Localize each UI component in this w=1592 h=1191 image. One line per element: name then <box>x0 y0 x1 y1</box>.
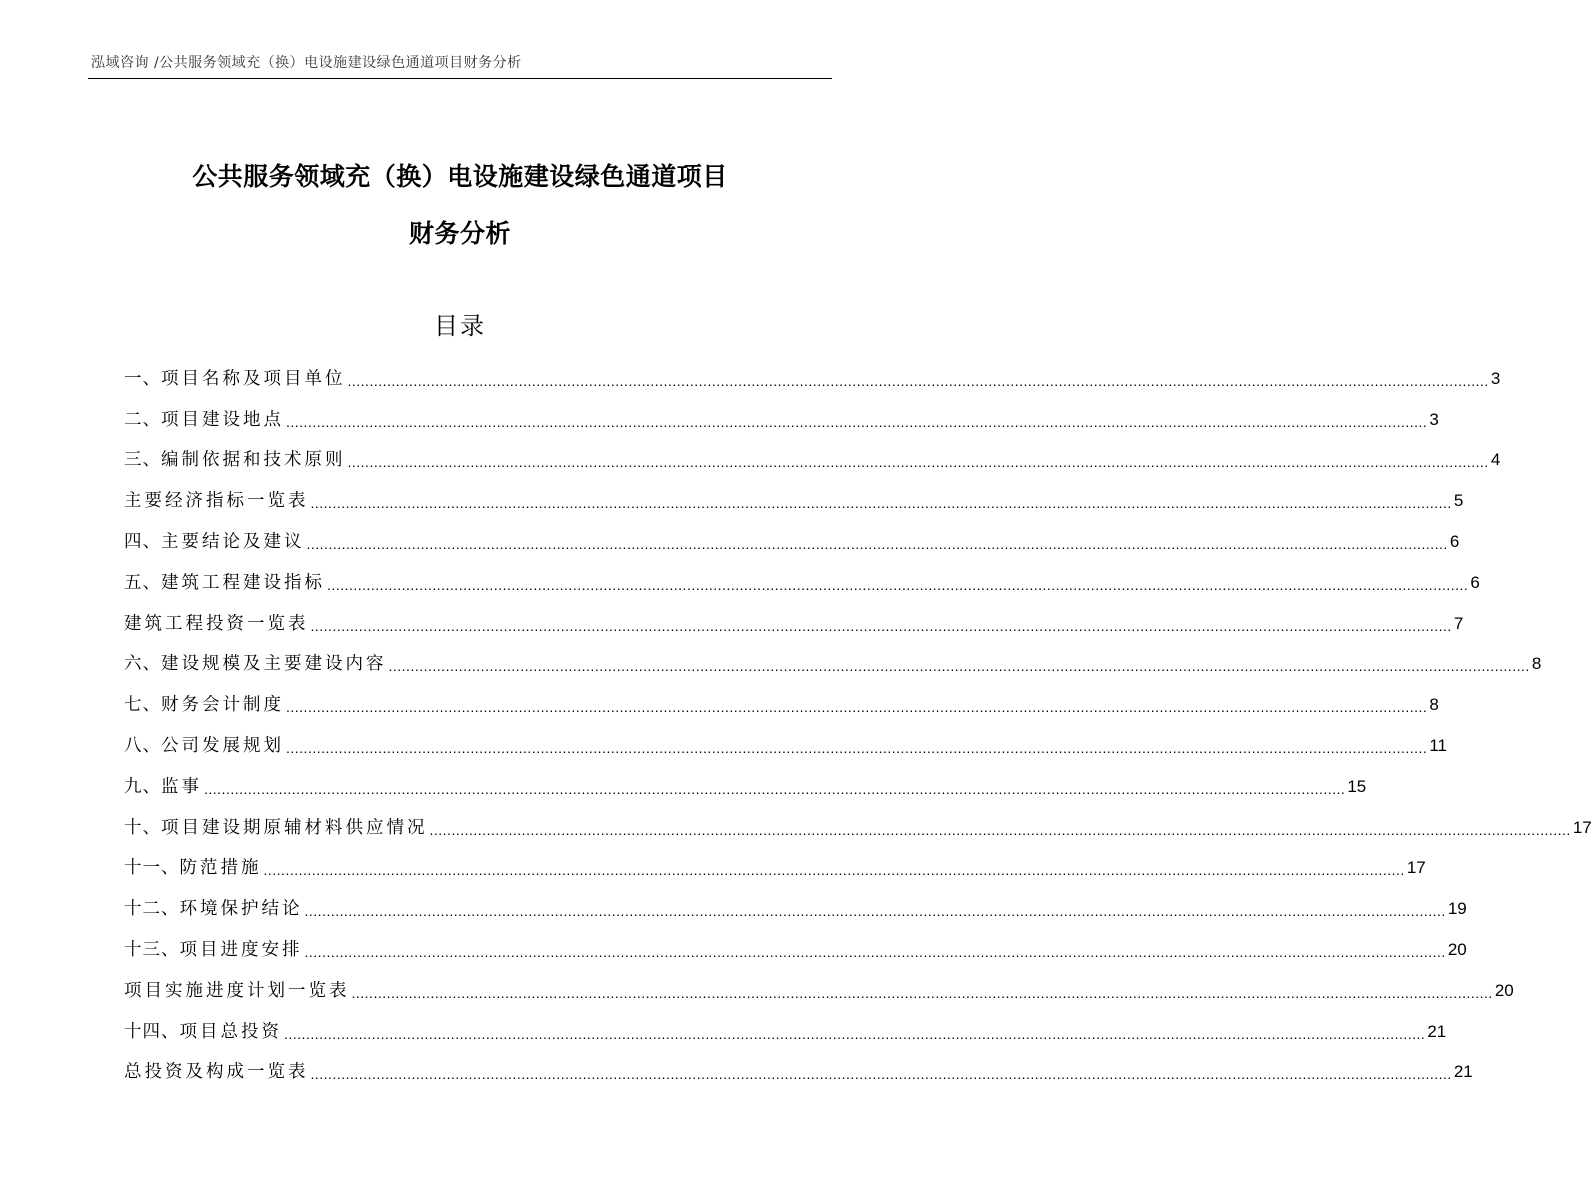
toc-dot-leader: .................................................................................................................................................................................................................................................................... <box>304 903 1446 920</box>
toc-entry[interactable] <box>124 882 1467 923</box>
toc-entry-number: 十二、 <box>124 899 180 920</box>
toc-dot-leader: .................................................................................................................................................................................................................................................................... <box>286 413 1428 430</box>
toc-entry-number: 七、 <box>124 695 161 716</box>
toc-entry-label: 监事 <box>161 776 202 797</box>
header-divider <box>88 78 832 79</box>
toc-entry[interactable] <box>124 923 1467 964</box>
toc-entry-number: 十、 <box>124 817 161 838</box>
toc-entry[interactable] <box>124 515 1460 556</box>
toc-dot-leader: .................................................................................................................................................................................................................................................................... <box>204 780 1346 797</box>
toc-dot-leader: .................................................................................................................................................................................................................................................................... <box>351 984 1493 1001</box>
toc-entry-label: 主要结论及建议 <box>161 531 305 552</box>
toc-heading: 目录 <box>434 312 486 340</box>
toc-entry-number: 五、 <box>124 572 161 593</box>
toc-entry-page-number: 8 <box>1429 695 1439 715</box>
toc-entry-label: 项目名称及项目单位 <box>161 368 346 389</box>
toc-entry-page-number: 19 <box>1447 899 1467 919</box>
toc-dot-leader: .................................................................................................................................................................................................................................................................... <box>310 1066 1452 1083</box>
toc-entry[interactable] <box>124 597 1464 638</box>
document-title-line-2: 财务分析 <box>408 219 511 248</box>
toc-entry-page-number: 17 <box>1406 858 1426 878</box>
toc-entry[interactable] <box>124 1046 1473 1087</box>
toc-dot-leader: .................................................................................................................................................................................................................................................................... <box>347 372 1489 389</box>
toc-entry-label: 公司发展规划 <box>161 735 284 756</box>
toc-dot-leader: .................................................................................................................................................................................................................................................................... <box>388 658 1530 675</box>
toc-entry-label: 建筑工程建设指标 <box>161 572 325 593</box>
toc-entry-page-number: 5 <box>1453 491 1464 511</box>
toc-dot-leader: .................................................................................................................................................................................................................................................................... <box>310 495 1452 512</box>
toc-dot-leader: .................................................................................................................................................................................................................................................................... <box>286 699 1428 716</box>
toc-entry-page-number: 21 <box>1427 1021 1447 1041</box>
running-header: 泓域咨询 /公共服务领域充（换）电设施建设绿色通道项目财务分析 <box>91 55 522 71</box>
toc-entry-label: 项目建设地点 <box>161 409 284 430</box>
toc-entry-page-number: 3 <box>1490 368 1501 388</box>
toc-entry-number: 三、 <box>124 450 161 471</box>
toc-entry-label: 建筑工程投资一览表 <box>124 613 309 634</box>
toc-entry[interactable] <box>124 719 1447 760</box>
toc-entry-number: 十一、 <box>124 858 180 879</box>
toc-entry-number: 十四、 <box>124 1021 180 1042</box>
toc-entry[interactable] <box>124 760 1367 801</box>
toc-entry[interactable] <box>124 964 1514 1005</box>
toc-dot-leader: .................................................................................................................................................................................................................................................................... <box>306 535 1448 552</box>
toc-entry-page-number: 3 <box>1429 409 1439 429</box>
toc-entry-number: 六、 <box>124 654 161 675</box>
toc-entry-page-number: 4 <box>1490 450 1501 470</box>
toc-entry-label: 财务会计制度 <box>161 695 284 716</box>
toc-entry-label: 编制依据和技术原则 <box>161 450 346 471</box>
toc-entry-label: 项目总投资 <box>179 1021 282 1042</box>
toc-entry-number: 二、 <box>124 409 161 430</box>
toc-entry[interactable] <box>124 801 1592 842</box>
toc-dot-leader: .................................................................................................................................................................................................................................................................... <box>310 617 1452 634</box>
toc-entry[interactable] <box>124 474 1464 515</box>
toc-entry[interactable] <box>124 1005 1447 1046</box>
toc-entry-label: 防范措施 <box>179 858 262 879</box>
toc-dot-leader: .................................................................................................................................................................................................................................................................... <box>327 576 1469 593</box>
toc-dot-leader: .................................................................................................................................................................................................................................................................... <box>429 821 1571 838</box>
toc-entry-number: 四、 <box>124 531 161 552</box>
toc-entry-page-number: 20 <box>1447 939 1467 959</box>
toc-entry-page-number: 11 <box>1429 735 1447 755</box>
toc-entry-number: 九、 <box>124 776 161 797</box>
toc-entry[interactable] <box>124 434 1501 475</box>
toc-entry-number: 八、 <box>124 735 161 756</box>
document-title-line-1: 公共服务领域充（换）电设施建设绿色通道项目 <box>192 162 728 191</box>
toc-entry-number: 十三、 <box>124 939 180 960</box>
toc-entry-label: 环境保护结论 <box>179 899 303 920</box>
toc-entry-page-number: 17 <box>1572 817 1592 837</box>
toc-dot-leader: .................................................................................................................................................................................................................................................................... <box>304 943 1446 960</box>
toc-entry[interactable] <box>124 678 1439 719</box>
toc-entry-number: 一、 <box>124 368 161 389</box>
toc-entry-page-number: 8 <box>1531 654 1542 674</box>
toc-dot-leader: .................................................................................................................................................................................................................................................................... <box>347 454 1489 471</box>
toc-entry-label: 项目建设期原辅材料供应情况 <box>161 817 428 838</box>
toc-entry-page-number: 6 <box>1449 531 1460 551</box>
toc-entry[interactable] <box>124 352 1501 393</box>
toc-entry-label: 建设规模及主要建设内容 <box>161 654 387 675</box>
toc-entry[interactable] <box>124 842 1426 883</box>
toc-entry-page-number: 7 <box>1453 613 1464 633</box>
toc-entry-label: 项目进度安排 <box>179 939 303 960</box>
toc-entry-page-number: 15 <box>1347 776 1367 796</box>
toc-entry-label: 主要经济指标一览表 <box>124 491 309 512</box>
toc-entry-page-number: 21 <box>1453 1062 1473 1082</box>
toc-entry-page-number: 20 <box>1494 980 1514 1000</box>
toc-entry-page-number: 6 <box>1470 572 1480 592</box>
toc-dot-leader: .................................................................................................................................................................................................................................................................... <box>284 1025 1426 1042</box>
table-of-contents <box>124 352 1592 1086</box>
toc-entry-label: 总投资及构成一览表 <box>124 1062 309 1083</box>
toc-entry-label: 项目实施进度计划一览表 <box>124 980 350 1001</box>
toc-dot-leader: .................................................................................................................................................................................................................................................................... <box>286 739 1428 756</box>
toc-dot-leader: .................................................................................................................................................................................................................................................................... <box>263 862 1405 879</box>
toc-entry[interactable] <box>124 393 1439 434</box>
toc-entry[interactable] <box>124 638 1542 679</box>
toc-entry[interactable] <box>124 556 1480 597</box>
